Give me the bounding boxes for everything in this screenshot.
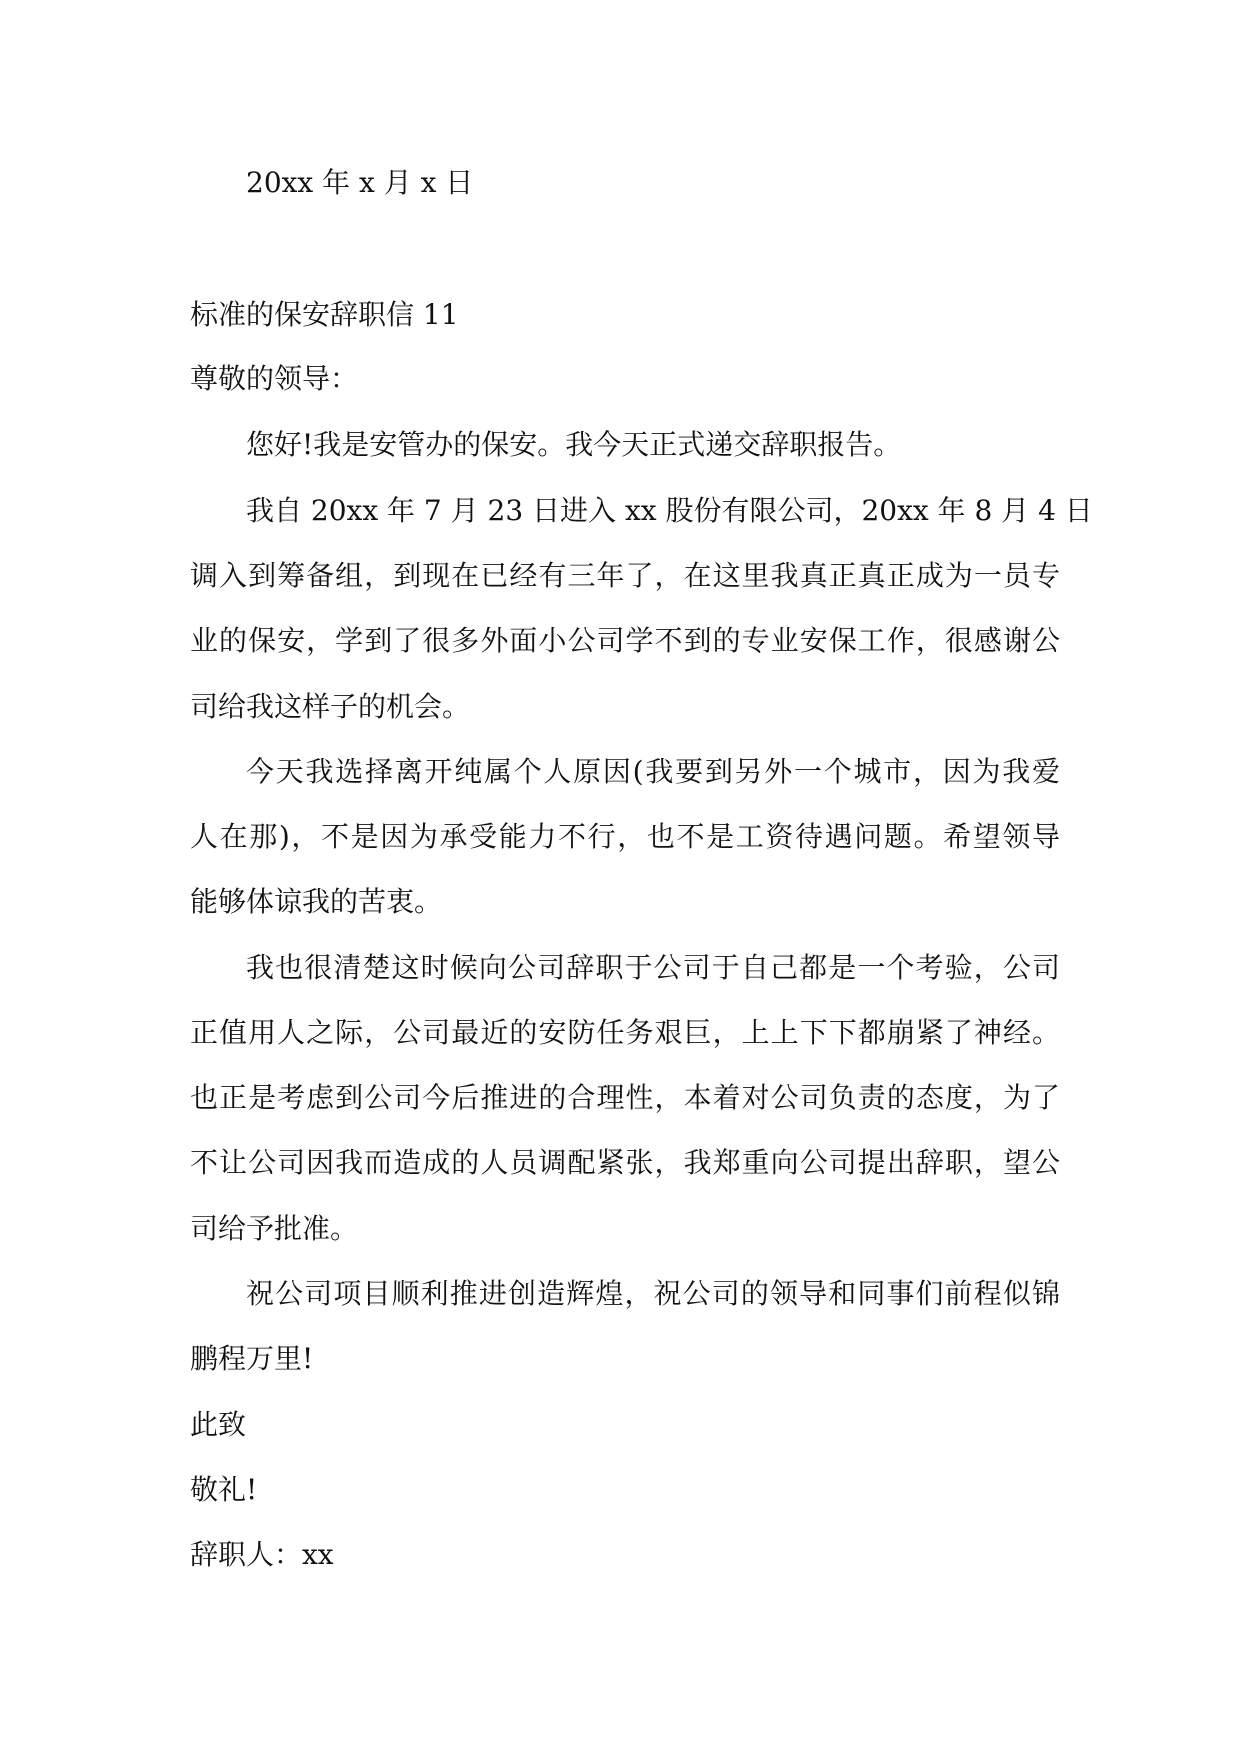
paragraph-2-line-3: 业的保安，学到了很多外面小公司学不到的专业安保工作，很感谢公 — [190, 624, 1060, 657]
paragraph-3-line-2: 人在那)，不是因为承受能力不行，也不是工资待遇问题。希望领导 — [190, 820, 1060, 853]
paragraph-2-line-1: 我自 20xx 年 7 月 23 日进入 xx 股份有限公司，20xx 年 8 月 4 日 — [246, 494, 1093, 527]
date-line: 20xx 年 x 月 x 日 — [246, 166, 474, 199]
document-title: 标准的保安辞职信 11 — [190, 298, 459, 331]
closing-line-1: 此致 — [190, 1408, 247, 1441]
paragraph-2-line-2: 调入到筹备组，到现在已经有三年了，在这里我真正真正成为一员专 — [190, 559, 1060, 592]
paragraph-3-line-3: 能够体谅我的苦衷。 — [190, 885, 443, 918]
paragraph-4-line-5: 司给予批准。 — [190, 1212, 359, 1245]
closing-line-2: 敬礼! — [190, 1473, 258, 1506]
paragraph-5-line-1: 祝公司项目顺利推进创造辉煌，祝公司的领导和同事们前程似锦 — [246, 1277, 1060, 1310]
paragraph-4-line-1: 我也很清楚这时候向公司辞职于公司于自己都是一个考验，公司 — [246, 951, 1060, 984]
paragraph-3-line-1: 今天我选择离开纯属个人原因(我要到另外一个城市，因为我爱 — [246, 755, 1060, 788]
paragraph-4-line-2: 正值用人之际，公司最近的安防任务艰巨，上上下下都崩紧了神经。 — [190, 1016, 1060, 1049]
paragraph-1-line-1: 您好!我是安管办的保安。我今天正式递交辞职报告。 — [246, 428, 902, 461]
paragraph-4-line-4: 不让公司因我而造成的人员调配紧张，我郑重向公司提出辞职，望公 — [190, 1146, 1060, 1179]
paragraph-5-line-2: 鹏程万里! — [190, 1342, 314, 1375]
signature-line: 辞职人：xx — [190, 1538, 334, 1571]
paragraph-2-line-4: 司给我这样子的机会。 — [190, 690, 471, 723]
paragraph-4-line-3: 也正是考虑到公司今后推进的合理性，本着对公司负责的态度，为了 — [190, 1081, 1060, 1114]
salutation: 尊敬的领导： — [190, 362, 359, 395]
